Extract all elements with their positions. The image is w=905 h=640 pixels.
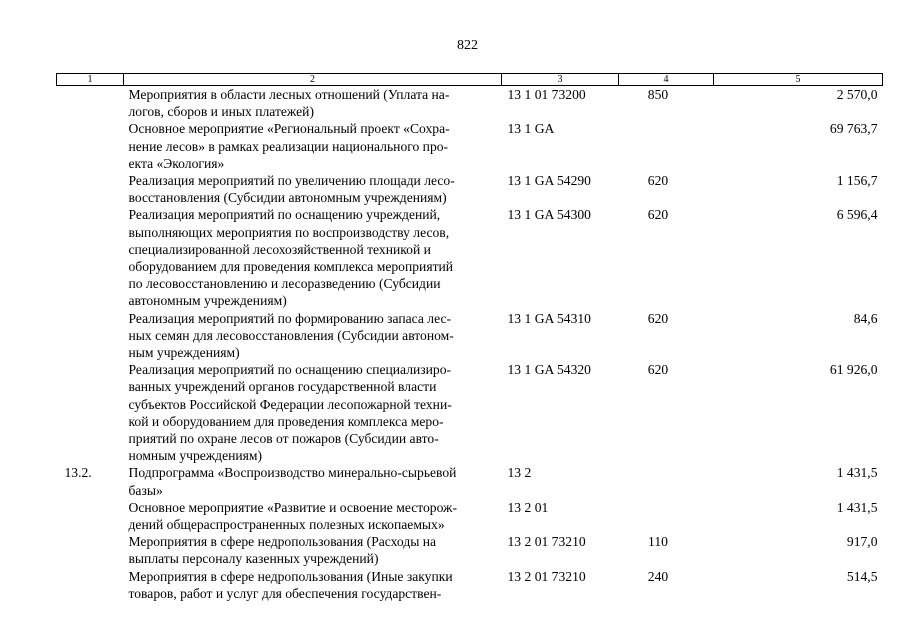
row-expense-type: 620 [647,207,669,223]
row-amount: 514,5 [846,568,878,584]
row-name-line: нение лесов» в рамках реализации национального про- [128,138,449,154]
row-name-line: дений общераспространенных полезных ископаемых» [128,517,445,533]
row-name-line: Реализация мероприятий по оснащению учреждений, [128,207,441,223]
row-target-code: 13 1 GA [507,121,555,137]
header-col-2: 2 [124,74,502,86]
row-target-code: 13 1 GA 54290 [507,173,591,189]
table-row [57,361,883,464]
row-expense-type [619,120,714,172]
row-number [57,533,124,567]
row-name-line: екта «Экология» [128,155,225,171]
row-target-code: 13 2 01 73210 [507,534,586,550]
row-number [57,206,124,309]
row-target-code: 13 2 [507,465,532,481]
row-number: 13.2. [64,465,92,481]
row-number [57,120,124,172]
row-amount: 1 431,5 [836,499,878,515]
row-name-line: ных семян для лесовосстановления (Субсидии автоном- [128,327,454,343]
table-row [57,310,883,362]
row-name-line: автономным учреждениям) [128,293,287,309]
row-number [57,568,124,602]
table-row [57,533,883,567]
row-amount: 1 431,5 [836,465,878,481]
row-target-code: 13 1 GA 54300 [507,207,591,223]
row-name [124,499,502,533]
row-name-line: Реализация мероприятий по увеличению площади лесо- [128,173,455,189]
row-amount: 69 763,7 [829,121,878,137]
table-row [57,499,883,533]
row-name-line: Основное мероприятие «Региональный проект «Сохра- [128,121,450,137]
row-expense-type: 620 [647,310,669,326]
row-name-line: номным учреждениям) [128,448,263,464]
table-row [57,206,883,309]
row-name-line: Мероприятия в сфере недропользования (Иные закупки [128,568,453,584]
row-amount: 1 156,7 [836,173,878,189]
table-body [57,86,883,603]
row-name-line: ным учреждениям) [128,345,240,361]
row-name-line: ванных учреждений органов государственной власти [128,379,437,395]
row-target-code: 13 1 GA 54310 [507,310,591,326]
row-name-line: выполняющих мероприятия по воспроизводству лесов, [128,224,450,240]
row-name-line: товаров, работ и услуг для обеспечения государствен- [128,585,442,601]
row-name [124,120,502,172]
row-amount: 2 570,0 [836,87,878,102]
row-amount: 6 596,4 [836,207,878,223]
row-name-line: Реализация мероприятий по формированию запаса лес- [128,310,452,326]
row-target-code: 13 2 01 73210 [507,568,586,584]
row-name-line: субъектов Российской Федерации лесопожарной техни- [128,396,452,412]
row-number [57,172,124,206]
row-name [124,172,502,206]
row-name-line: специализированной лесохозяйственной техникой и [128,241,431,257]
row-name-line: Мероприятия в области лесных отношений (Уплата на- [128,87,450,102]
row-name [124,533,502,567]
header-row [57,74,883,86]
row-amount: 84,6 [853,310,878,326]
table-row [57,172,883,206]
table-header [57,74,883,86]
header-col-4: 4 [619,74,714,86]
row-name-line: по лесовосстановлению и лесоразведению (Субсидии [128,276,441,292]
row-name-line: Основное мероприятие «Развитие и освоение месторож- [128,499,457,515]
row-name-line: Реализация мероприятий по оснащению специализиро- [128,362,452,378]
row-expense-type: 240 [647,568,669,584]
row-amount: 917,0 [846,534,878,550]
row-number [57,310,124,362]
row-number [57,86,124,121]
row-amount: 61 926,0 [829,362,878,378]
header-col-1: 1 [57,74,124,86]
row-name [124,568,502,602]
row-expense-type: 620 [647,173,669,189]
page-number: 822 [457,38,478,53]
row-name [124,464,502,498]
row-expense-type [619,464,714,498]
table-row [57,464,883,498]
row-name-line: логов, сборов и иных платежей) [128,104,314,120]
row-target-code: 13 1 01 73200 [507,87,586,102]
row-expense-type: 110 [648,534,668,550]
row-name [124,206,502,309]
row-expense-type: 620 [647,362,669,378]
row-name-line: кой и оборудованием для проведения комплекса меро- [128,413,444,429]
row-expense-type: 850 [647,87,669,102]
row-name-line: Подпрограмма «Воспроизводство минерально-сырьевой [128,465,457,481]
row-name [124,361,502,464]
table-row [57,568,883,602]
header-col-5: 5 [714,74,883,86]
budget-table [56,73,883,602]
row-expense-type [619,499,714,533]
row-number [57,499,124,533]
row-name-line: оборудованием для проведения комплекса мероприятий [128,259,454,275]
table-row [57,120,883,172]
header-col-3: 3 [502,74,619,86]
row-name-line: базы» [128,482,163,498]
row-name-line: Мероприятия в сфере недропользования (Расходы на [128,534,437,550]
row-name-line: приятий по охране лесов от пожаров (Субсидии авто- [128,431,439,447]
row-name-line: выплаты персоналу казенных учреждений) [128,551,379,567]
row-name [124,86,502,121]
row-number [57,361,124,464]
row-name [124,310,502,362]
row-target-code: 13 1 GA 54320 [507,362,591,378]
table-row [57,86,883,121]
row-target-code: 13 2 01 [507,499,549,515]
row-name-line: восстановления (Субсидии автономным учреждениям) [128,190,447,206]
